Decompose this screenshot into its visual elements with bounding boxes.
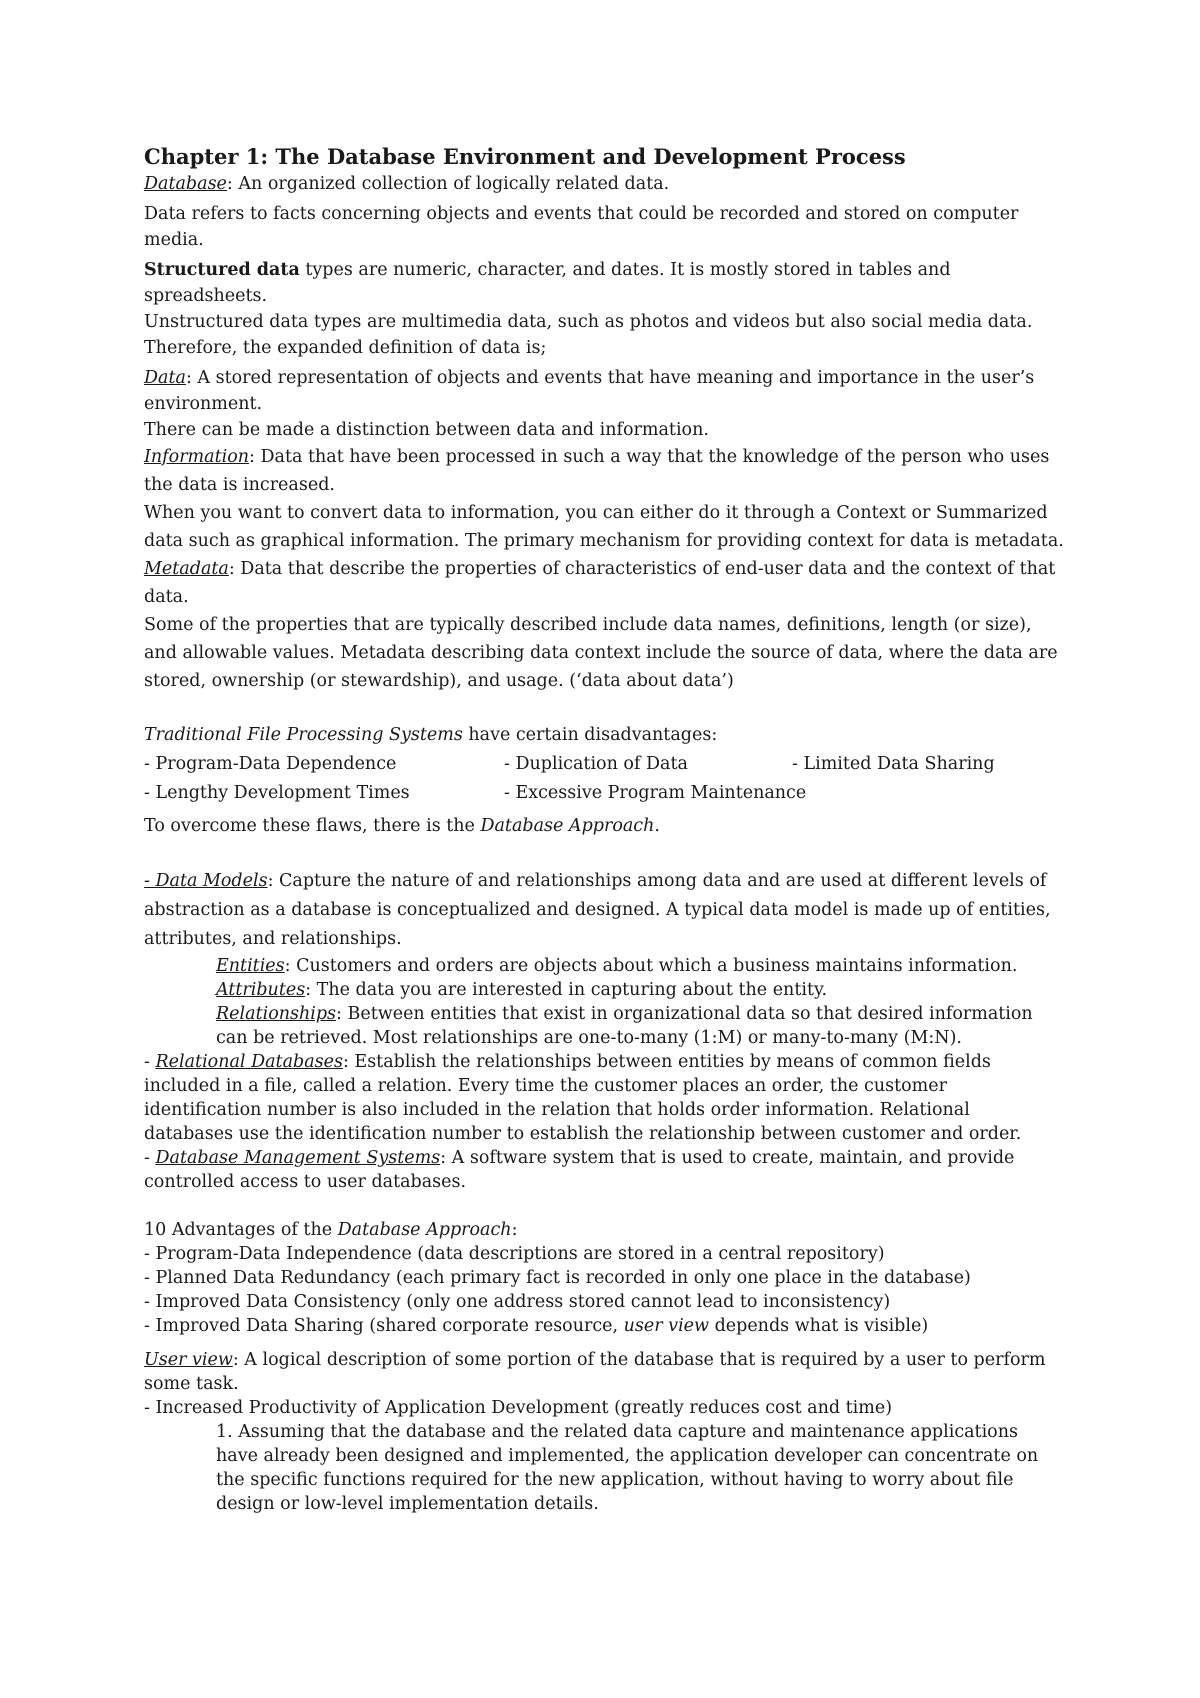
list-item: - Planned Data Redundancy (each primary fact is recorded in only one place in the database) (144, 1268, 971, 1288)
disadv-item: - Excessive Program Maintenance (504, 783, 807, 803)
disadv-item: - Program-Data Dependence (144, 754, 397, 774)
properties-paragraph: Some of the properties that are typically described include data names, definitions, length (or size), and allowable values. Metadata describing data context include the source of data, where the data are stored, ownership (or stewardship), and usage. (‘data about data’) (144, 615, 1058, 691)
database-definition (144, 171, 1064, 197)
overcome-end: . (654, 816, 660, 836)
list-item: - Increased Productivity of Application Development (greatly reduces cost and time) (144, 1398, 893, 1418)
information-definition (144, 443, 1064, 499)
list-item: - Improved Data Consistency (only one address stored cannot lead to inconsistency) (144, 1292, 891, 1312)
database-term: Database (144, 174, 227, 194)
data-models-term: - Data Models (144, 871, 268, 891)
relationships-def: : Between entities that exist in organizational data so that desired information can be retrieved. Most relationships are one-to-many (1:M) or many-to-many (M:N). (216, 1004, 1033, 1048)
overcome-paragraph (144, 812, 1064, 841)
rdb-dash: - (144, 1052, 156, 1072)
tfps-term: Traditional File Processing Systems (144, 725, 463, 745)
attributes-def: : The data you are interested in capturing about the entity. (305, 980, 828, 1000)
distinction-paragraph: There can be made a distinction between data and information. (144, 420, 709, 440)
relationships-item (216, 1002, 1064, 1050)
tfps-text: have certain disadvantages: (462, 725, 718, 745)
advantages-colon: : (511, 1220, 518, 1240)
document-page (144, 143, 1064, 1516)
attributes-item (216, 978, 1064, 1002)
information-def-text: : Data that have been processed in such a way that the knowledge of the person who uses the data is increased. (144, 447, 1050, 495)
user-view-def: : A logical description of some portion of the database that is required by a user to perform some task. (144, 1350, 1046, 1394)
adv4-end: depends what is visible) (709, 1316, 929, 1336)
dbms-term: Database Management Systems (155, 1148, 441, 1168)
adv4-text: - Improved Data Sharing (shared corporate resource, (144, 1316, 624, 1336)
advantages-db-approach: Database Approach (337, 1220, 512, 1240)
structured-data-term: Structured data (144, 260, 300, 280)
entities-term: Entities (216, 956, 285, 976)
disadv-item: - Duplication of Data (504, 754, 688, 774)
database-def-text: : An organized collection of logically related data. (226, 174, 670, 194)
disadv-item: - Limited Data Sharing (792, 754, 995, 774)
advantages-heading (144, 1218, 1064, 1242)
dbms-def: : A software system that is used to create, maintain, and provide controlled access to user databases. (144, 1148, 1015, 1192)
metadata-def-text: : Data that describe the properties of characteristics of end-user data and the context of that data. (144, 559, 1056, 607)
data-term: Data (144, 368, 186, 388)
user-view-definition (144, 1348, 1064, 1396)
data-models-paragraph (144, 867, 1064, 954)
disadvantages-row-2 (144, 779, 1064, 808)
structured-data-paragraph (144, 257, 1064, 309)
overcome-text: To overcome these flaws, there is the (144, 816, 481, 836)
attributes-term: Attributes (216, 980, 306, 1000)
advantages-heading-text: 10 Advantages of the (144, 1220, 338, 1240)
therefore-paragraph: Therefore, the expanded definition of data is; (144, 338, 547, 358)
list-item: - Program-Data Independence (data descriptions are stored in a central repository) (144, 1244, 885, 1264)
database-approach-term: Database Approach (480, 816, 655, 836)
user-view-inline: user view (623, 1316, 709, 1336)
entities-def: : Customers and orders are objects about which a business maintains information. (284, 956, 1018, 976)
convert-paragraph: When you want to convert data to information, you can either do it through a Context or Summarized data such as graphical information. The primary mechanism for providing context for data is metadata. (144, 503, 1064, 551)
advantages-list (144, 1218, 1064, 1338)
data-def-text: : A stored representation of objects and events that have meaning and importance in the user’s environment. (144, 368, 1035, 414)
data-models-def: : Capture the nature of and relationships among data and are used at different levels of abstraction as a database is conceptualized and designed. A typical data model is made up of entities, attributes, and relationships. (144, 871, 1051, 949)
relational-db-paragraph (144, 1050, 1064, 1146)
data-refers-paragraph: Data refers to facts concerning objects and events that could be recorded and stored on computer media. (144, 204, 1019, 250)
disadv-item: - Lengthy Development Times (144, 783, 410, 803)
disadvantages-row-1 (144, 750, 1064, 779)
list-item (144, 1314, 1064, 1338)
metadata-term: Metadata (144, 559, 229, 579)
tfps-paragraph (144, 721, 1064, 750)
user-view-term: User view (144, 1350, 233, 1370)
entities-item (216, 954, 1064, 978)
structured-data-text: types are numeric, character, and dates. It is mostly stored in tables and spreadsheets. (144, 260, 951, 306)
relational-db-def: : Establish the relationships between entities by means of common fields included in a file, called a relation. Every time the customer places an order, the customer identification number is also included in the relation that holds order information. Relational databases use the identification number to establish the relationship between customer and order. (144, 1052, 1022, 1144)
information-term: Information (144, 447, 250, 467)
metadata-definition (144, 555, 1064, 611)
data-model-components (144, 954, 1064, 1050)
relational-db-term: Relational Databases (155, 1052, 343, 1072)
chapter-title: Chapter 1: The Database Environment and Development Process (144, 144, 906, 169)
dbms-dash: - (144, 1148, 156, 1168)
data-definition (144, 365, 1064, 417)
dbms-paragraph (144, 1146, 1064, 1194)
numbered-item: 1. Assuming that the database and the related data capture and maintenance applications have already been designed and implemented, the application developer can concentrate on the specific functions required for the new application, without having to worry about file design or low-level implementation details. (216, 1422, 1039, 1514)
unstructured-paragraph: Unstructured data types are multimedia data, such as photos and videos but also social media data. (144, 312, 1033, 332)
relationships-term: Relationships (216, 1004, 337, 1024)
